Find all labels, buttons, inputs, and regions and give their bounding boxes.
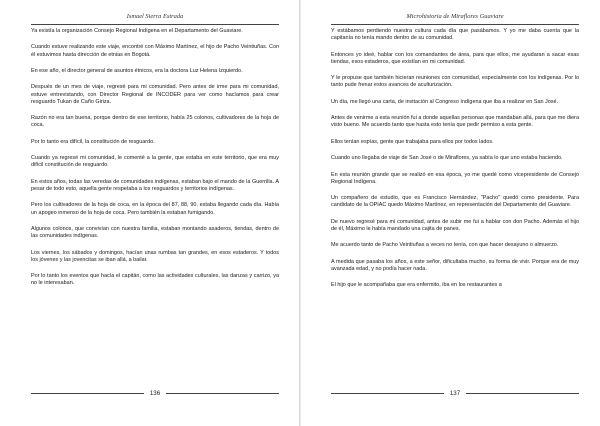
paragraph: Cuando estuve realizando este viaje, encontré con Máximo Martínez, el hijo de Pacho Veintiuñas. Con él estuvimos hasta dirección de etnias en Bogotá. [31,44,279,58]
paragraph: Por lo tanto era difícil, la constitución de resguardo. [31,138,155,145]
left-page-number: 136 [144,390,166,397]
paragraph: Un día, me llegó una carta, de invitación al Congreso Indígena que iba a realizar en San José. [331,98,559,105]
left-page [0,0,299,426]
paragraph: Entonces yo ideé, hablar con los comandantes de área, para que ellos, me ayudaran a sacar esas tiendas, esos estaderos, que existían en mi comunidad. [331,51,579,65]
paragraph: En ese año, el director general de asuntos étnicos, era la doctora Luz Helena Izquierdo. [31,67,243,74]
paragraph: Por lo tanto los eventos que hacía el capitán, como las actividades culturales, las danzas y carrizo, ya no le interesaban. [31,273,279,287]
paragraph: Después de un mes de viaje, regresé para mi comunidad. Pero antes de irme para mi comunidad, estuve entrevistando, con Director Regional de INCODER para ver como hacíamos para crear resguardo Tukan de Caño Giriza. [31,84,279,105]
paragraph: Ya existía la organización Consejo Regional Indígena en el Departamento del Guaviare. [31,28,243,34]
right-running-head: Microhistoria de Miraflores Guaviare [406,13,504,20]
paragraph: Pero los cultivadores de la hoja de coca, en la época del 87, 88, 90, estaba llegando cada día. Había un apogeo inmenso de la hoja de coca. Pero también la estaban fumigando. [31,202,279,216]
right-page-number: 137 [444,390,466,397]
paragraph: Cuando uno llegaba de viaje de San José o de Miraflores, ya sabía lo que uno estaba haciendo. [331,155,563,162]
paragraph: Me acuerdo tanto de Pacho Veintiuñas a veces no tenía, con que hacer desayuno o almuerzo. [331,242,559,249]
paragraph: A medida que pasaba los años, a este señor, dificultaba mucho, su forma de vivir. Porque era de muy avanzada edad, y no podía hacer nada. [331,258,579,272]
paragraph: En estos años, todas las veredas de comunidades indígenas, estaban bajo el mando de la Guerrilla. A pesar de todo esto, aquella gente respetaba a los resguardos y territorios indígenas. [31,178,279,192]
paragraph: Algunos colonos, que convivían con nuestra familia, estaban montando asaderos, tiendas, dentro de las comunidades indígenas. [31,225,279,240]
paragraph: Los viernes, los sábados y domingos, hacían unas rumbas tan grandes, en esos estaderos. Y todos los jóvenes y las jovencitas se iban allá, a bailar. [31,249,279,263]
paragraph: Ellos tenían espías, gente que trabajaba para ellos por todos lados. [331,138,494,145]
right-page-body [331,28,579,299]
paragraph: Y estábamos perdiendo nuestra cultura cada día que pasábamos. Y yo me daba cuenta que la capitanía no tenía mando dentro de su comunidad. [331,28,579,42]
right-page [301,0,600,426]
paragraph: Un compañero de estudio, que es Francisco Hernández, "Pacho" quedó como presidente. Para candidato de la OPIAC quedo Máximo Martínez, en representación del Departamento del Guaviare. [331,195,579,209]
paragraph: El hijo que le acompañaba que era enfermito, iba en los restaurantes a [331,282,502,289]
paragraph: Cuando ya regresé mi comunidad, le comenté a la gente, que estaba en este territorio, que era muy difícil constitución de resguardo. [31,155,279,169]
paragraph: Antes de venirme a esta reunión fui a donde aquellas personas que mandaban allá, para que me diera visto bueno. Me acuerdo tanto que hasta esto tenía que pedir permiso a esta gente. [331,115,579,129]
right-header-rule [331,24,579,25]
left-running-head: Ismael Sierra Estrada [126,13,184,20]
paragraph: Y le propuse que también hicieran reuniones con comunidad, especialmente con los indígenas. Por lo tanto pude frenar estos avances de aculturización. [331,75,579,89]
left-header-rule [31,24,279,25]
paragraph: En esta reunión grande que se realizó en esa época, yo me quedé como vicepresidente de Consejo Regional Indígena. [331,171,579,185]
left-page-body [31,28,279,297]
paragraph: De nuevo regresé para mi comunidad, antes de subir me fui a hablar con don Pacho. Además el hijo de él, Máximo le había mandado una cajita de panes. [331,218,579,232]
paragraph: Razón no era tan buena, porque dentro de ese territorio, había 25 colonos, cultivadores de la hoja de coca. [31,115,279,129]
